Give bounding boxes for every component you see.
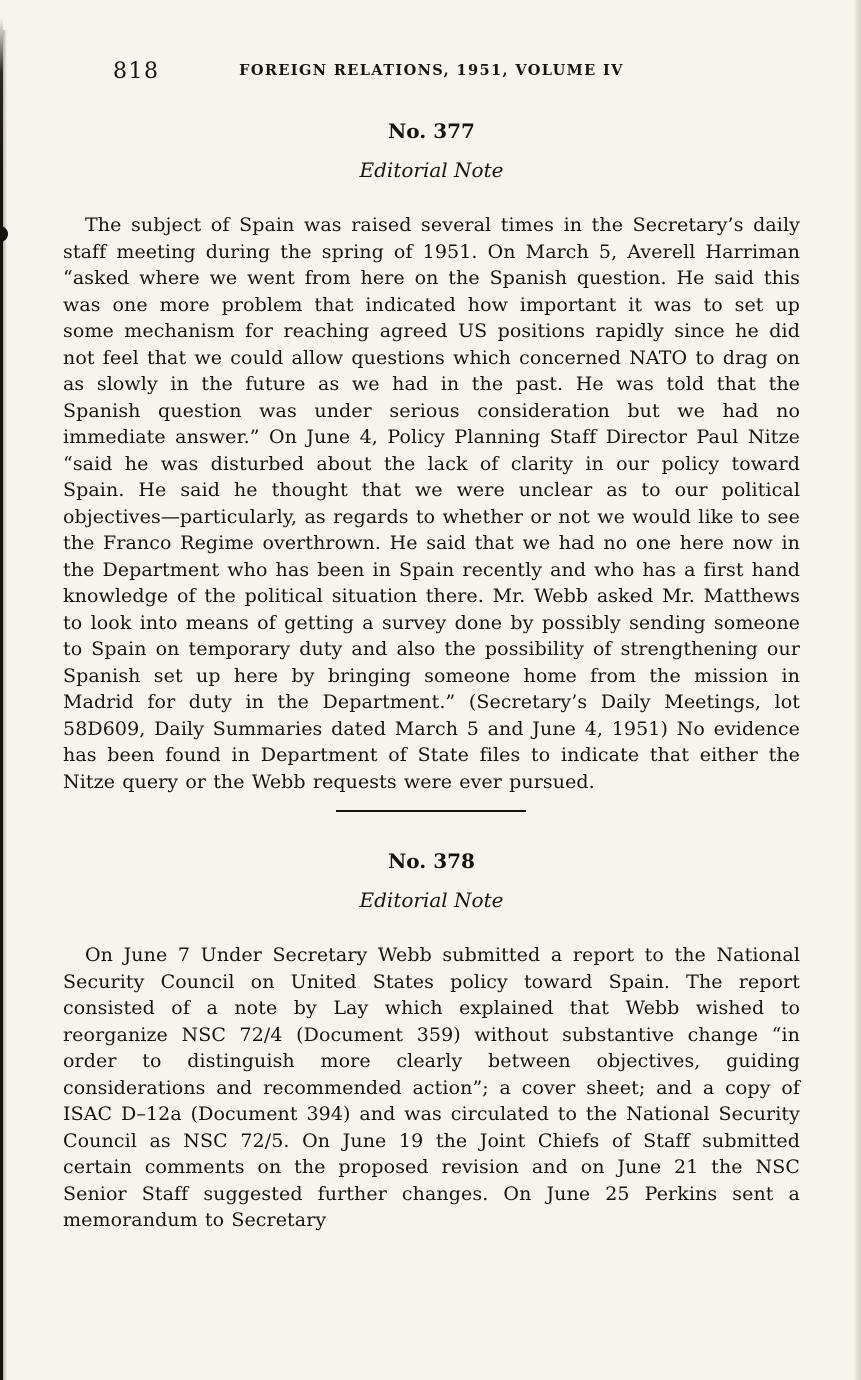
- document-type-heading-377: Editorial Note: [359, 158, 504, 182]
- body-paragraph-377: The subject of Spain was raised several times in the Secretary’s daily staff meeting during the spring of 1951. On March 5, Averell Harriman “asked where we went from here on the Spanish question. He said this was one more problem that indicated how important it was to set up some mechanism for reaching agreed US positions rapidly since he did not feel that we could allow questions which concerned NATO to drag on as slowly in the future as we had in the past. He was told that the Spanish question was under serious consideration but we had no immediate answer.” On June 4, Policy Planning Staff Director Paul Nitze “said he was disturbed about the lack of clarity in our policy toward Spain. He said he thought that we were unclear as to our political objectives—particularly, as regards to whether or not we would like to see the Franco Regime overthrown. He said that we had no one here now in the Department who has been in Spain recently and who has a first hand knowledge of the political situation there. Mr. Webb asked Mr. Matthews to look into means of getting a survey done by possibly sending someone to Spain on temporary duty and also the possibility of strengthening our Spanish set up here by bringing someone home from the mission in Madrid for duty in the Department.” (Secretary’s Daily Meetings, lot 58D609, Daily Summaries dated March 5 and June 4, 1951) No evidence has been found in Department of State files to indicate that either the Nitze query or the Webb requests were ever pursued.: [63, 214, 800, 793]
- running-head: [63, 56, 800, 82]
- body-paragraph-378: On June 7 Under Secretary Webb submitted a report to the National Security Council on United States policy toward Spain. The report consisted of a note by Lay which explained that Webb wished to reorganize NSC 72/4 (Document 359) without substantive change “in order to distinguish more clearly between objectives, guiding considerations and recommended action”; a cover sheet; and a copy of ISAC D–12a (Document 394) and was circulated to the National Security Council as NSC 72/5. On June 19 the Joint Chiefs of Staff submitted certain comments on the proposed revision and on June 21 the NSC Senior Staff suggested further changes. On June 25 Perkins sent a memorandum to Secretary: [63, 944, 800, 1231]
- page-number: 818: [113, 59, 160, 84]
- document-type-heading-378: Editorial Note: [359, 888, 504, 912]
- scan-right-edge-shadow: [853, 0, 861, 1380]
- section-divider: [336, 810, 526, 812]
- running-header-title: FOREIGN RELATIONS, 1951, VOLUME IV: [239, 62, 624, 79]
- editorial-note-377: [63, 118, 800, 795]
- document-number-378: No. 378: [388, 849, 475, 873]
- document-number-377: No. 377: [388, 119, 475, 143]
- editorial-note-378: [63, 848, 800, 1234]
